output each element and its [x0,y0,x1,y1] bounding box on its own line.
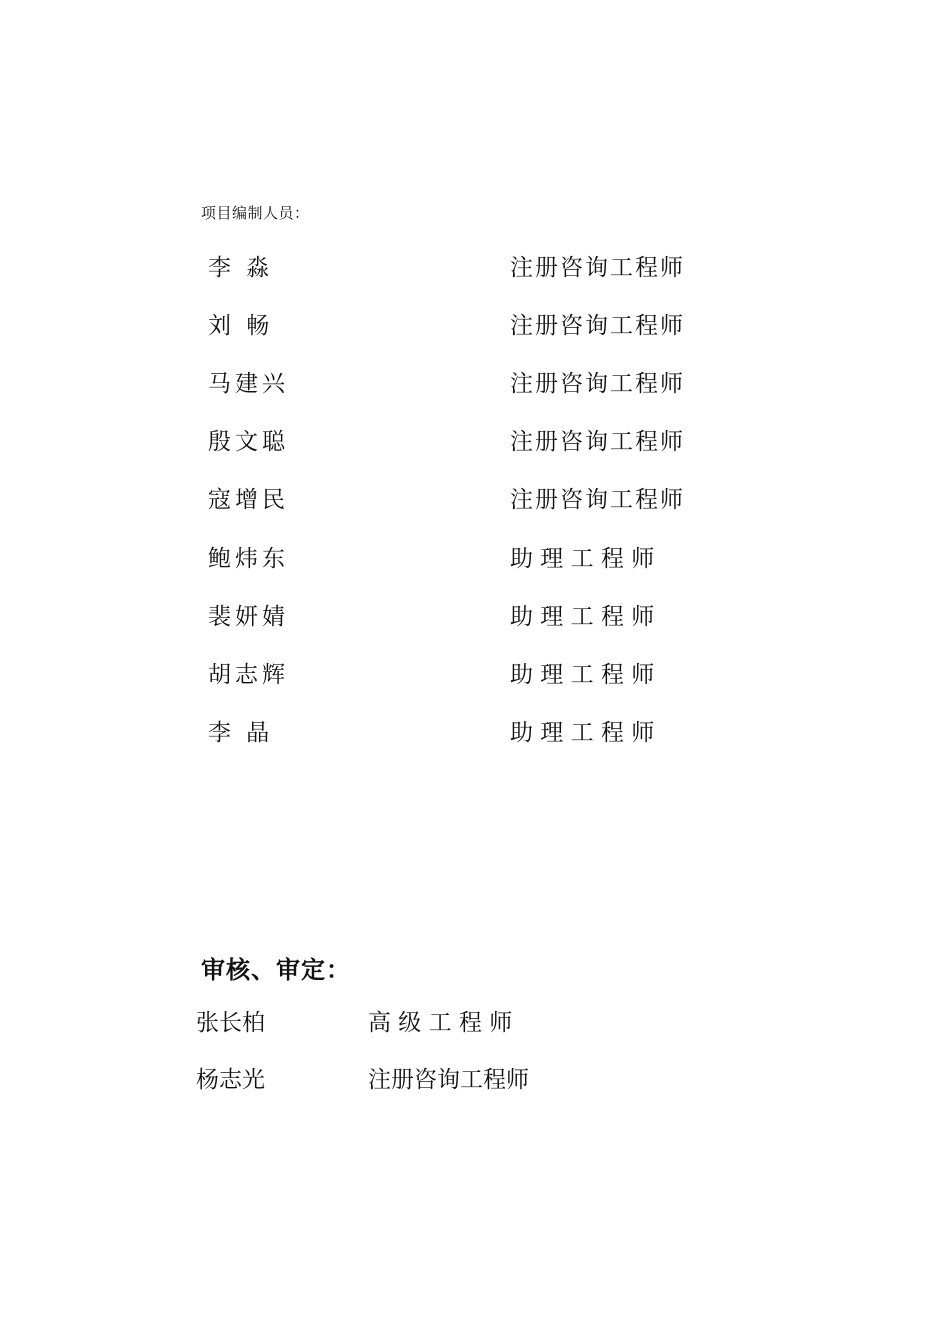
staff-name: 李 淼 [208,255,274,281]
staff-row [0,426,950,466]
staff-title: 助 理 工 程 师 [510,546,655,572]
staff-row [0,484,950,524]
staff-name: 胡志辉 [208,662,289,688]
staff-name: 寇增民 [208,487,289,513]
staff-name: 刘 畅 [208,313,274,339]
review-row [0,1064,950,1104]
staff-title: 注册咨询工程师 [510,429,685,455]
staff-title: 注册咨询工程师 [510,371,685,397]
staff-name: 鲍炜东 [208,546,289,572]
reviewer-title: 注册咨询工程师 [368,1067,529,1093]
review-section-heading: 审核、审定： [201,956,351,984]
staff-row [0,601,950,641]
staff-title: 助 理 工 程 师 [510,662,655,688]
staff-name: 殷文聪 [208,429,289,455]
staff-row [0,252,950,292]
staff-title: 助 理 工 程 师 [510,720,655,746]
review-row [0,1007,950,1047]
reviewer-title: 高 级 工 程 师 [368,1010,513,1036]
staff-row [0,310,950,350]
staff-title: 注册咨询工程师 [510,487,685,513]
staff-name: 马建兴 [208,371,289,397]
staff-title: 注册咨询工程师 [510,255,685,281]
staff-title: 注册咨询工程师 [510,313,685,339]
staff-row [0,659,950,699]
staff-row [0,368,950,408]
reviewer-name: 杨志光 [196,1067,265,1093]
staff-name: 李 晶 [208,720,274,746]
staff-title: 助 理 工 程 师 [510,604,655,630]
staff-row [0,717,950,757]
staff-row [0,543,950,583]
staff-name: 裴妍婧 [208,604,289,630]
staff-section-heading: 项目编制人员： [201,204,310,222]
reviewer-name: 张长柏 [196,1010,265,1036]
